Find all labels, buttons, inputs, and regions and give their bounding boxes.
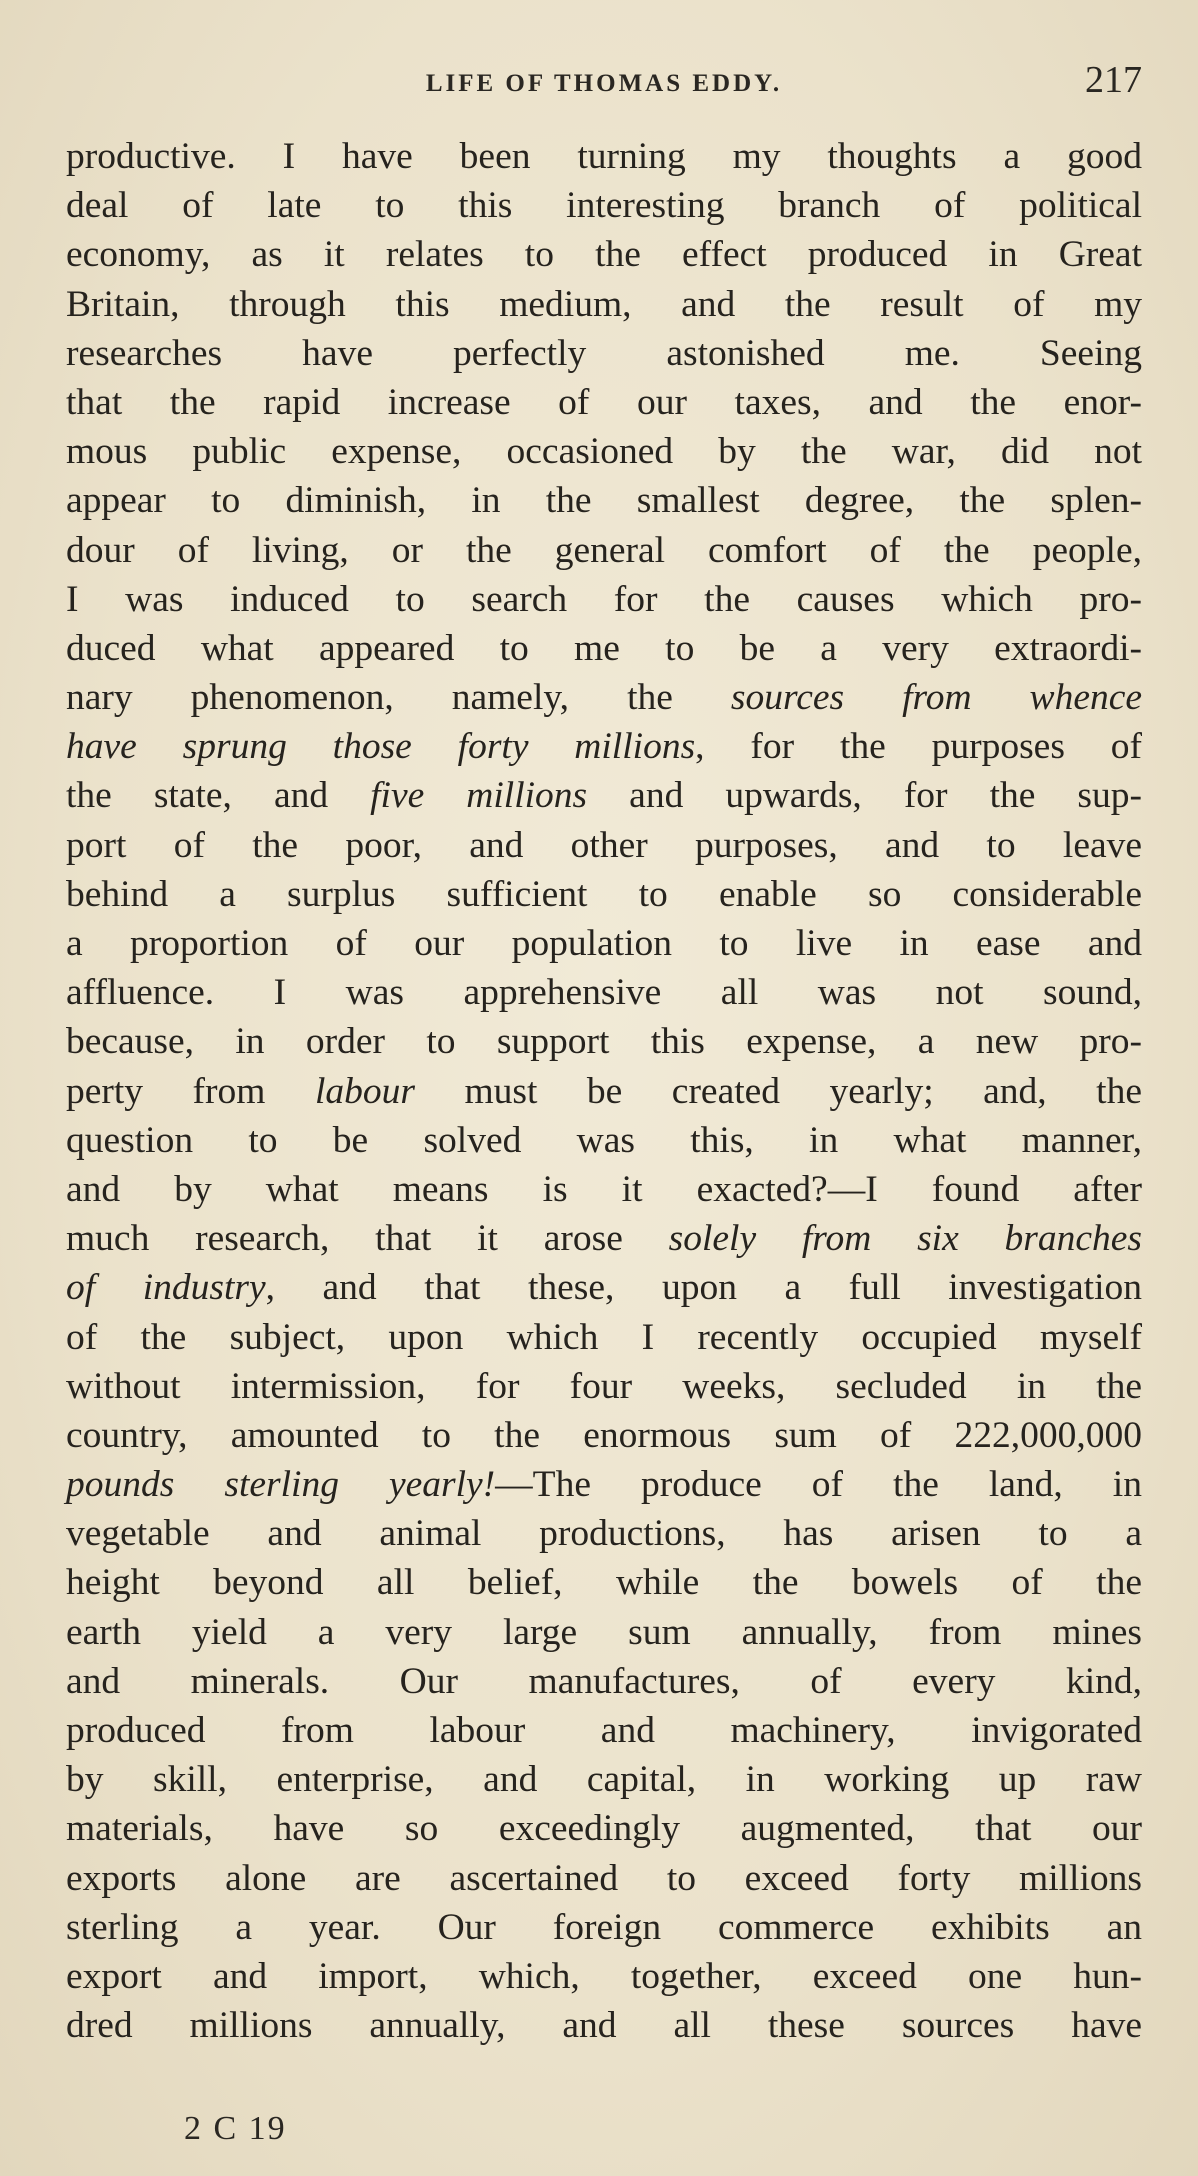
text-segment: of the subject, upon which I recently occupied myself [66,1316,1142,1358]
text-segment: port of the poor, and other purposes, and to leave [66,824,1142,866]
text-line [66,1263,1142,1312]
text-line [66,1411,1142,1460]
text-segment: perty from [66,1070,315,1112]
text-line [66,1214,1142,1263]
text-segment: Britain, through this medium, and the result of my [66,283,1142,325]
text-segment: productive. I have been turning my thoughts a good [66,136,1142,177]
text-line [66,1116,1142,1165]
text-line [66,722,1142,771]
text-line [66,1558,1142,1607]
text-line [66,870,1142,919]
text-segment: a proportion of our population to live in ease and [66,923,1142,964]
text-line [66,329,1142,378]
running-head: LIFE OF THOMAS EDDY. [425,70,783,97]
text-line [66,1952,1142,2001]
text-line [66,476,1142,525]
text-line [66,575,1142,624]
text-segment: that the rapid increase of our taxes, and the enor- [66,381,1142,423]
text-segment: , and that these, upon a full investigation [265,1267,1142,1309]
text-line [66,427,1142,476]
text-segment: sterling a year. Our foreign commerce exhibits an [66,1906,1142,1948]
text-line [66,181,1142,230]
text-line [66,1755,1142,1804]
text-segment: affluence. I was apprehensive all was not sound, [66,972,1142,1014]
text-segment: and upwards, for the sup- [587,775,1142,817]
signature-mark: 2 C 19 [184,2110,287,2147]
text-segment: much research, that it arose [66,1218,669,1260]
text-segment: —The produce of the land, in [495,1464,1142,1506]
text-segment: , for the purposes of [695,726,1142,768]
italic-text: pounds sterling yearly! [66,1464,496,1506]
text-segment: I was induced to search for the causes which pro- [66,578,1142,620]
text-segment: question to be solved was this, in what manner, [66,1119,1142,1161]
text-line [66,1362,1142,1411]
italic-text: of industry [66,1267,266,1309]
text-line [66,1017,1142,1066]
text-segment: nary phenomenon, namely, the [66,677,731,719]
text-line [66,378,1142,427]
text-line [66,1067,1142,1116]
text-segment: height beyond all belief, while the bowels of the [66,1562,1142,1604]
text-line [66,1804,1142,1853]
text-segment: vegetable and animal productions, has arisen to a [66,1513,1142,1555]
body-text [66,132,1142,2050]
text-segment: economy, as it relates to the effect produced in Great [66,234,1142,276]
text-segment: without intermission, for four weeks, secluded in the [66,1365,1142,1407]
text-segment: and by what means is it exacted?—I found after [66,1168,1142,1210]
text-line [66,1313,1142,1362]
text-line [66,1165,1142,1214]
text-segment: behind a surplus sufficient to enable so considerable [66,873,1142,915]
text-line [66,624,1142,673]
text-segment: produced from labour and machinery, invigorated [66,1710,1142,1751]
text-segment: dour of living, or the general comfort of the people, [66,529,1142,571]
italic-text: have sprung those forty millions [66,726,696,768]
text-segment: mous public expense, occasioned by the war, did not [66,431,1142,473]
text-segment: by skill, enterprise, and capital, in working up raw [66,1759,1142,1801]
text-segment: and minerals. Our manufactures, of every kind, [66,1660,1142,1702]
text-line [66,2001,1142,2050]
text-line [66,919,1142,968]
italic-text: sources from whence [730,677,1143,719]
text-segment: export and import, which, together, exceed one hun- [66,1955,1142,1997]
text-line [66,230,1142,279]
text-line [66,1509,1142,1558]
text-segment: the state, and [66,775,371,817]
text-line [66,1903,1142,1952]
text-line [66,526,1142,575]
page-header [66,58,1142,110]
text-segment: earth yield a very large sum annually, from mines [66,1611,1142,1653]
italic-text: solely from six branches [668,1218,1142,1260]
text-line [66,968,1142,1017]
text-segment: because, in order to support this expense, a new pro- [66,1021,1142,1063]
text-line [66,1608,1142,1657]
text-line [66,1854,1142,1903]
text-segment: country, amounted to the enormous sum of 222,000,000 [66,1414,1142,1456]
text-line [66,673,1142,722]
text-segment: must be created yearly; and, the [414,1070,1142,1112]
text-line [66,771,1142,820]
text-line [66,280,1142,329]
text-segment: researches have perfectly astonished me. Seeing [66,332,1142,374]
text-line [66,1706,1142,1755]
italic-text: five millions [370,775,588,817]
text-segment: appear to diminish, in the smallest degree, the splen- [66,480,1142,522]
text-segment: dred millions annually, and all these sources have [66,2005,1142,2047]
italic-text: labour [314,1070,415,1112]
text-line [66,1657,1142,1706]
text-segment: exports alone are ascertained to exceed forty millions [66,1857,1142,1899]
page-number: 217 [1085,59,1142,101]
text-segment: duced what appeared to me to be a very extraordi- [66,627,1142,669]
text-line [66,821,1142,870]
text-line [66,132,1142,181]
text-segment: materials, have so exceedingly augmented, that our [66,1808,1142,1850]
text-line [66,1460,1142,1509]
text-segment: deal of late to this interesting branch of political [66,185,1142,227]
